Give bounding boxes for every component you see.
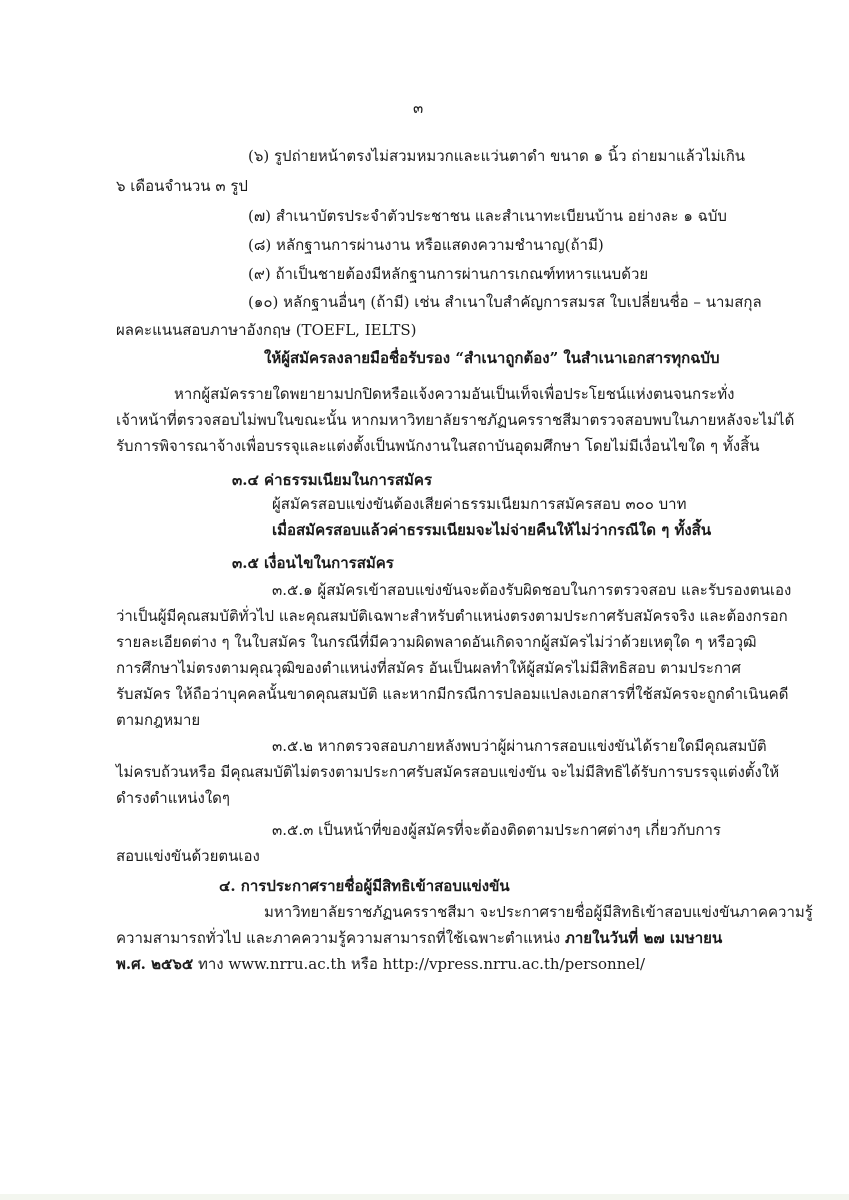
section-4-heading: ๔. การประกาศรายชื่อผู้มีสิทธิเข้าสอบแข่งขัน <box>219 877 510 895</box>
para-3-5-1-line: รับสมัคร ให้ถือว่าบุคคลนั้นขาดคุณสมบัติ และหากมีกรณีการปลอมแปลงเอกสารที่ใช้สมัครจะถูกดำเนินคดี <box>116 685 789 703</box>
fee-text: ผู้สมัครสอบแข่งขันต้องเสียค่าธรรมเนียมการสมัครสอบ ๓๐๐ บาท <box>272 495 687 513</box>
announce-websites: ทาง www.nrru.ac.th หรือ http://vpress.nrru.ac.th/personnel/ <box>193 955 646 973</box>
item-7: (๗) สำเนาบัตรประจำตัวประชาชน และสำเนาทะเบียนบ้าน อย่างละ ๑ ฉบับ <box>248 207 727 225</box>
para-3-5-1-line: ๓.๕.๑ ผู้สมัครเข้าสอบแข่งขันจะต้องรับผิดชอบในการตรวจสอบ และรับรองตนเอง <box>272 581 792 599</box>
certify-note: ให้ผู้สมัครลงลายมือชื่อรับรอง “สำเนาถูกต้อง” ในสำเนาเอกสารทุกฉบับ <box>264 349 720 367</box>
para-3-5-3-line: ๓.๕.๓ เป็นหน้าที่ของผู้สมัครที่จะต้องติดตามประกาศต่างๆ เกี่ยวกับการ <box>272 821 721 839</box>
scan-edge <box>0 1194 849 1200</box>
item-6-line-1: (๖) รูปถ่ายหน้าตรงไม่สวมหมวกและแว่นตาดำ ขนาด ๑ นิ้ว ถ่ายมาแล้วไม่เกิน <box>248 147 746 165</box>
item-8: (๘) หลักฐานการผ่านงาน หรือแสดงความชำนาญ(ถ้ามี) <box>248 236 604 254</box>
section-4-line-2 <box>116 928 722 948</box>
para-3-5-2-line: ดำรงตำแหน่งใดๆ <box>116 789 230 807</box>
section-4-line-3 <box>116 954 645 974</box>
para-3-5-2-line: ๓.๕.๒ หากตรวจสอบภายหลังพบว่าผู้ผ่านการสอบแข่งขันได้รายใดมีคุณสมบัติ <box>272 737 767 755</box>
section-3-5-heading: ๓.๕ เงื่อนไขในการสมัคร <box>232 554 394 572</box>
item-10-line-2: ผลคะแนนสอบภาษาอังกฤษ (TOEFL, IELTS) <box>116 321 417 339</box>
page-number: ๓ <box>413 99 424 117</box>
para-3-5-1-line: ตามกฎหมาย <box>116 711 201 729</box>
section-4-line-1: มหาวิทยาลัยราชภัฏนครราชสีมา จะประกาศรายชื่อผู้มีสิทธิเข้าสอบแข่งขันภาคความรู้ <box>264 903 813 921</box>
warning-line-1: หากผู้สมัครรายใดพยายามปกปิดหรือแจ้งความอันเป็นเท็จเพื่อประโยชน์แห่งตนจนกระทั่ง <box>174 385 735 403</box>
para-3-5-3-line: สอบแข่งขันด้วยตนเอง <box>116 847 260 865</box>
section-3-4-heading: ๓.๔ ค่าธรรมเนียมในการสมัคร <box>232 471 432 489</box>
para-3-5-1-line: รายละเอียดต่าง ๆ ในใบสมัคร ในกรณีที่มีความผิดพลาดอันเกิดจากผู้สมัครไม่ว่าด้วยเหตุใด ๆ หรือวุฒิ <box>116 633 757 651</box>
para-3-5-1-line: การศึกษาไม่ตรงตามคุณวุฒิของตำแหน่งที่สมัคร อันเป็นผลทำให้ผู้สมัครไม่มีสิทธิสอบ ตามประกาศ <box>116 659 741 677</box>
item-10-line-1: (๑๐) หลักฐานอื่นๆ (ถ้ามี) เช่น สำเนาใบสำคัญการสมรส ใบเปลี่ยนชื่อ – นามสกุล <box>248 293 762 311</box>
item-6-line-2: ๖ เดือนจำนวน ๓ รูป <box>116 177 248 195</box>
warning-line-2: เจ้าหน้าที่ตรวจสอบไม่พบในขณะนั้น หากมหาวิทยาลัยราชภัฏนครราชสีมาตรวจสอบพบในภายหลังจะไม่ได้ <box>116 411 795 429</box>
announce-year: พ.ศ. ๒๕๖๕ <box>116 955 194 973</box>
para-3-5-2-line: ไม่ครบถ้วนหรือ มีคุณสมบัติไม่ตรงตามประกาศรับสมัครสอบแข่งขัน จะไม่มีสิทธิได้รับการบรรจุแต่งตั้งให้ <box>116 763 780 781</box>
item-9: (๙) ถ้าเป็นชายต้องมีหลักฐานการผ่านการเกณฑ์ทหารแนบด้วย <box>248 265 649 283</box>
warning-line-3: รับการพิจารณาจ้างเพื่อบรรจุและแต่งตั้งเป็นพนักงานในสถาบันอุดมศึกษา โดยไม่มีเงื่อนไขใด ๆ ทั้งสิ้น <box>116 437 760 455</box>
para-3-5-1-line: ว่าเป็นผู้มีคุณสมบัติทั่วไป และคุณสมบัติเฉพาะสำหรับตำแหน่งตรงตามประกาศรับสมัครจริง และต้องกรอก <box>116 607 788 625</box>
no-refund-note: เมื่อสมัครสอบแล้วค่าธรรมเนียมจะไม่จ่ายคืนให้ไม่ว่ากรณีใด ๆ ทั้งสิ้น <box>272 521 712 539</box>
announce-date: ภายในวันที่ ๒๗ เมษายน <box>565 929 723 947</box>
section-4-line-2-text: ความสามารถทั่วไป และภาคความรู้ความสามารถที่ใช้เฉพาะตำแหน่ง <box>116 929 565 947</box>
